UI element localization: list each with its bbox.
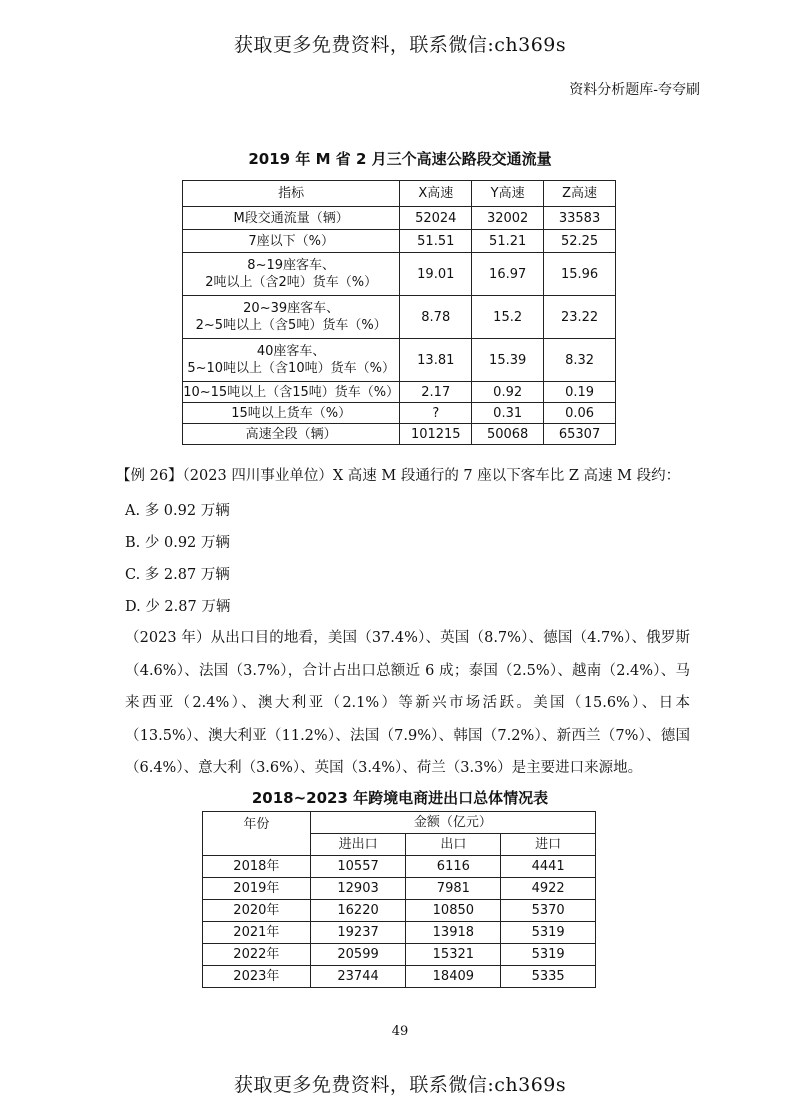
table1-cell: 15.2: [472, 296, 544, 339]
table1-header-cell: 指标: [183, 181, 400, 207]
table2-amount-header: 金额（亿元）: [310, 812, 595, 834]
table1-row-label: [183, 253, 400, 296]
table1-cell: 15.96: [544, 253, 616, 296]
table1-cell: 32002: [472, 207, 544, 230]
table1-label-line: 20~39座客车、: [243, 301, 340, 316]
passage-text: （2023 年）从出口目的地看，美国（37.4%）、英国（8.7%）、德国（4.7%）、俄罗斯（4.6%）、法国（3.7%），合计占出口总额近 6 成；泰国（2.5%）、越南（2.4%）、马来西亚（2.4%）、澳大利亚（2.1%）等新兴市场活跃。美国（15.6%）、日本（13.5%）、澳大利亚（11.2%）、法国（7.9%）、韩国（7.2%）、新西兰（7%）、德国（6.4%）、意大利（3.6%）、英国（3.4%）、荷兰（3.3%）是主要进口来源地。: [125, 630, 690, 776]
table1-header-row: [183, 181, 616, 207]
table2-header-row: [203, 812, 596, 834]
table1-row-label: 10~15吨以上（含15吨）货车（%）: [183, 382, 400, 403]
table1-cell: 33583: [544, 207, 616, 230]
table2-cell: 20599: [310, 944, 406, 966]
promo-banner-bottom: 获取更多免费资料，联系微信:ch369s: [233, 1074, 567, 1096]
table2-cell: 4922: [501, 878, 596, 900]
promo-banner-top: 获取更多免费资料，联系微信:ch369s: [233, 34, 567, 56]
table2-row: [203, 922, 596, 944]
table1-cell: 23.22: [544, 296, 616, 339]
table1-label-line: 2吨以上（含2吨）货车（%）: [205, 275, 378, 290]
table1-label-line: 2~5吨以上（含5吨）货车（%）: [195, 318, 387, 333]
table2-cell: 18409: [406, 966, 501, 988]
table1-row-label: [183, 339, 400, 382]
table2-year-header: 年份: [203, 812, 311, 856]
table1-cell: ?: [400, 403, 472, 424]
cross-border-ecommerce-table: [202, 811, 596, 988]
table1-label-line: 5~10吨以上（含10吨）货车（%）: [187, 361, 395, 376]
traffic-flow-table: [182, 180, 616, 445]
table1-row-label: 7座以下（%）: [183, 230, 400, 253]
table2-row: [203, 878, 596, 900]
option-a: A. 多 0.92 万辆: [125, 503, 230, 519]
table2-row: [203, 944, 596, 966]
table2-cell: 5319: [501, 922, 596, 944]
table1-cell: 101215: [400, 424, 472, 445]
table1-cell: 0.06: [544, 403, 616, 424]
table2-subheader-cell: 进出口: [310, 834, 406, 856]
table1-label-line: 40座客车、: [256, 344, 326, 359]
table2-year-cell: 2022年: [203, 944, 311, 966]
table1-row: [183, 403, 616, 424]
table1-cell: 0.92: [472, 382, 544, 403]
table1-header-cell: Y高速: [472, 181, 544, 207]
table1-cell: 16.97: [472, 253, 544, 296]
table1-row: [183, 382, 616, 403]
table1-row: [183, 424, 616, 445]
table2-cell: 5370: [501, 900, 596, 922]
table1-cell: 13.81: [400, 339, 472, 382]
table2-cell: 15321: [406, 944, 501, 966]
table1-cell: 51.51: [400, 230, 472, 253]
table1-cell: 0.31: [472, 403, 544, 424]
option-d: D. 少 2.87 万辆: [125, 599, 231, 615]
table2-year-cell: 2021年: [203, 922, 311, 944]
table2-year-cell: 2019年: [203, 878, 311, 900]
table1-title: 2019 年 M 省 2 月三个高速公路段交通流量: [248, 150, 552, 168]
table1-row-label: M段交通流量（辆）: [183, 207, 400, 230]
table1-cell: 19.01: [400, 253, 472, 296]
table1-row: [183, 207, 616, 230]
table1-cell: 2.17: [400, 382, 472, 403]
table1-row-label: [183, 296, 400, 339]
table2-cell: 6116: [406, 856, 501, 878]
table2-row: [203, 856, 596, 878]
page-header-source: 资料分析题库-夸夸刷: [569, 82, 700, 98]
question-stem: 【例 26】（2023 四川事业单位）X 高速 M 段通行的 7 座以下客车比 Z 高速 M 段约：: [116, 468, 681, 484]
option-c: C. 多 2.87 万辆: [125, 567, 230, 583]
table2-cell: 13918: [406, 922, 501, 944]
table2-year-cell: 2023年: [203, 966, 311, 988]
table1-cell: 0.19: [544, 382, 616, 403]
table2-row: [203, 966, 596, 988]
table2-year-cell: 2018年: [203, 856, 311, 878]
table1-cell: 50068: [472, 424, 544, 445]
table1-row: [183, 230, 616, 253]
table1-row: [183, 339, 616, 382]
table2-year-cell: 2020年: [203, 900, 311, 922]
table1-header-cell: Z高速: [544, 181, 616, 207]
table1-cell: 51.21: [472, 230, 544, 253]
table2-cell: 7981: [406, 878, 501, 900]
table2-cell: 19237: [310, 922, 406, 944]
table2-title: 2018~2023 年跨境电商进出口总体情况表: [251, 789, 549, 807]
table2-cell: 4441: [501, 856, 596, 878]
table1-cell: 8.78: [400, 296, 472, 339]
table2-cell: 5335: [501, 966, 596, 988]
table2-cell: 10850: [406, 900, 501, 922]
table2-cell: 5319: [501, 944, 596, 966]
table1-row: [183, 296, 616, 339]
table2-subheader-cell: 出口: [406, 834, 501, 856]
table2-cell: 23744: [310, 966, 406, 988]
table1-cell: 52024: [400, 207, 472, 230]
table1-cell: 8.32: [544, 339, 616, 382]
table1-row: [183, 253, 616, 296]
table2-cell: 10557: [310, 856, 406, 878]
table1-row-label: 15吨以上货车（%）: [183, 403, 400, 424]
table1-row-label: 高速全段（辆）: [183, 424, 400, 445]
table1-header-cell: X高速: [400, 181, 472, 207]
table1-cell: 65307: [544, 424, 616, 445]
table2-cell: 12903: [310, 878, 406, 900]
table2-subheader-cell: 进口: [501, 834, 596, 856]
table1-label-line: 8~19座客车、: [247, 258, 336, 273]
table2-row: [203, 900, 596, 922]
table1-cell: 15.39: [472, 339, 544, 382]
page-number: 49: [391, 1024, 409, 1039]
option-b: B. 少 0.92 万辆: [125, 535, 230, 551]
table2-cell: 16220: [310, 900, 406, 922]
table1-cell: 52.25: [544, 230, 616, 253]
